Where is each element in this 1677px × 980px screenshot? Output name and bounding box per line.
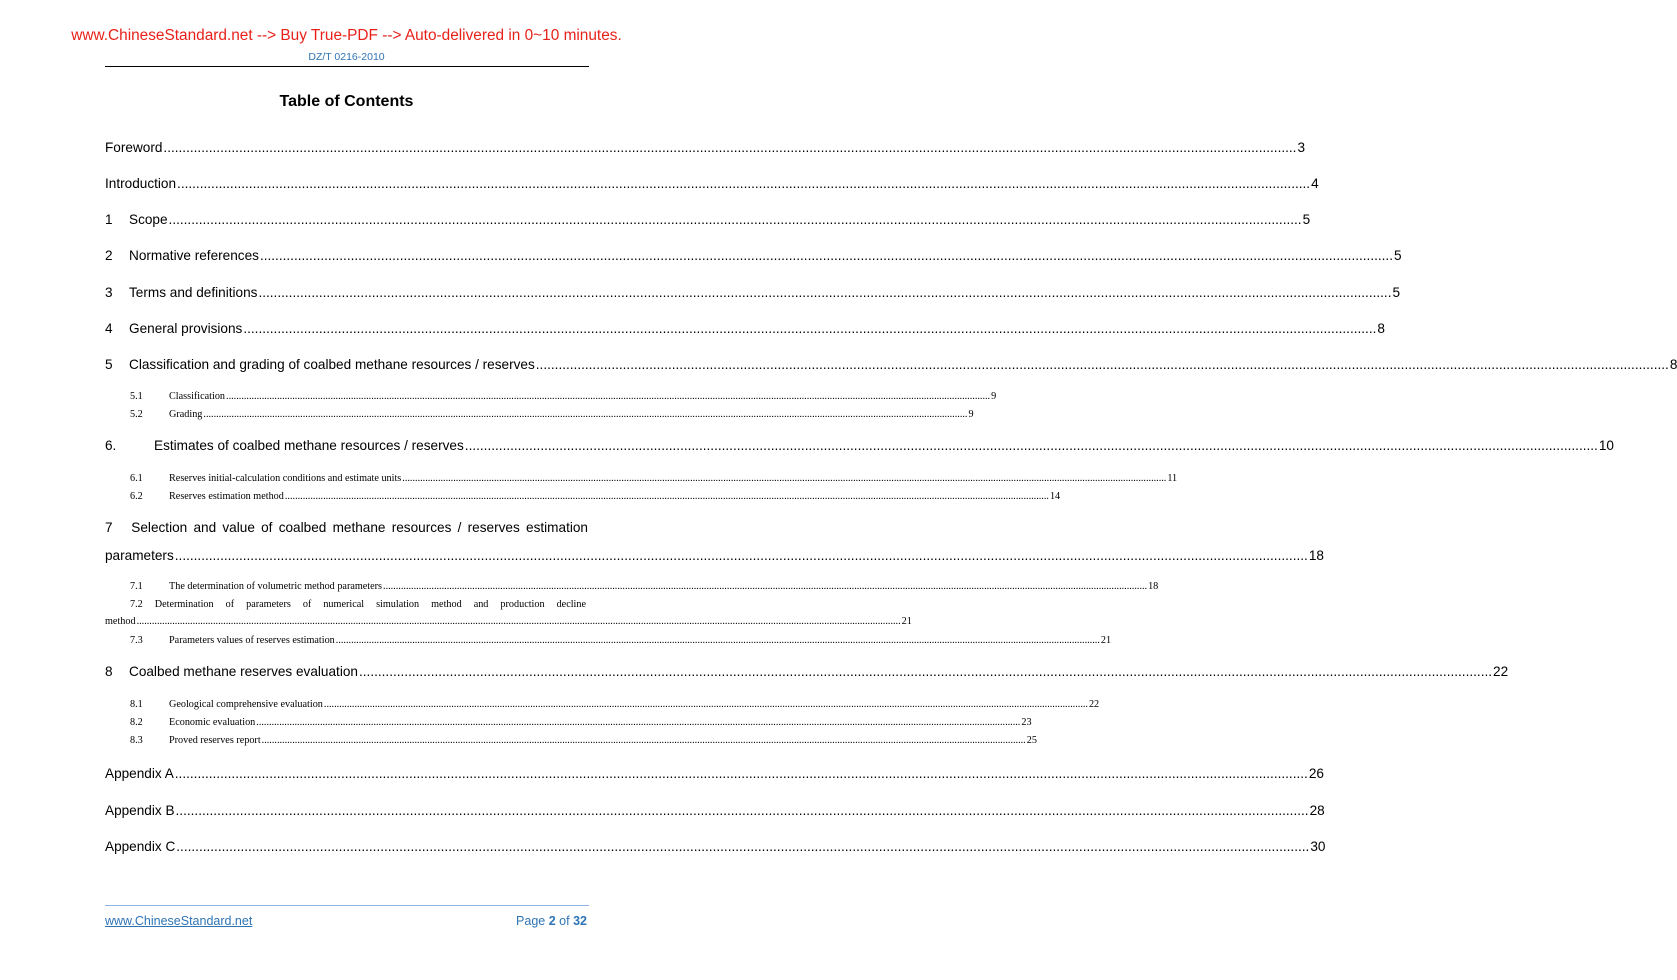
dot-leader: ............................................................................................................................................................................................................................................................................................................ xyxy=(226,391,991,402)
toc-entry-general-provisions[interactable] xyxy=(105,321,1385,336)
toc-entry-page: 9 xyxy=(968,409,974,420)
toc-entry-page: 5 xyxy=(1392,285,1401,300)
dot-leader: ............................................................................................................................................................................................................................................................................................................ xyxy=(174,766,1308,781)
toc-subentry-economic[interactable] xyxy=(130,717,1032,728)
toc-entry-number: 6.1 xyxy=(130,473,143,484)
dot-leader: ............................................................................................................................................................................................................................................................................................................ xyxy=(258,285,1392,300)
toc-entry-label: Normative references xyxy=(129,248,259,263)
toc-entry-label: Estimates of coalbed methane resources / reserves xyxy=(154,438,464,453)
toc-entry-label: The determination of volumetric method parameters xyxy=(169,581,383,592)
toc-entry-appendix-c[interactable] xyxy=(105,839,1326,854)
toc-entry-number: 7 xyxy=(105,520,113,535)
toc-entry-number: 1 xyxy=(105,212,113,227)
toc-entry-label: Parameters values of reserves estimation xyxy=(169,635,335,646)
dot-leader: ............................................................................................................................................................................................................................................................................................................ xyxy=(243,321,1377,336)
dot-leader: ............................................................................................................................................................................................................................................................................................................ xyxy=(535,357,1669,372)
toc-entry-label: Classification xyxy=(169,391,226,402)
toc-entry-page: 5 xyxy=(1394,248,1402,263)
toc-entry-label: Introduction xyxy=(105,176,177,191)
toc-entry-classification-grading[interactable] xyxy=(105,357,1677,372)
dot-leader: ............................................................................................................................................................................................................................................................................................................ xyxy=(168,212,1302,227)
dot-leader: ............................................................................................................................................................................................................................................................................................................ xyxy=(174,548,1308,563)
dot-leader: ............................................................................................................................................................................................................................................................................................................ xyxy=(177,176,1311,191)
toc-entry-page: 3 xyxy=(1297,140,1306,155)
toc-entry-label: Economic evaluation xyxy=(169,717,256,728)
toc-entry-appendix-a[interactable] xyxy=(105,766,1324,781)
header-rule xyxy=(105,66,589,67)
toc-entry-page: 23 xyxy=(1021,717,1032,728)
toc-entry-page: 8 xyxy=(1377,321,1385,336)
toc-entry-label: Reserves initial-calculation conditions and estimate units xyxy=(169,473,402,484)
toc-entry-page: 25 xyxy=(1026,735,1037,746)
toc-entry-page: 30 xyxy=(1310,839,1326,854)
toc-entry-number: 8.2 xyxy=(130,717,143,728)
toc-entry-label: Terms and definitions xyxy=(129,285,258,300)
toc-entry-label: Classification and grading of coalbed methane resources / reserves xyxy=(129,357,535,372)
dot-leader: ............................................................................................................................................................................................................................................................................................................ xyxy=(176,839,1310,854)
toc-title: Table of Contents xyxy=(279,93,414,110)
dot-leader: ............................................................................................................................................................................................................................................................................................................ xyxy=(203,409,968,420)
toc-entry-number: 2 xyxy=(105,248,113,263)
dot-leader: ............................................................................................................................................................................................................................................................................................................ xyxy=(136,616,901,627)
toc-subentry-parameter-values[interactable] xyxy=(130,635,1112,646)
toc-entry-label: Coalbed methane reserves evaluation xyxy=(129,664,358,679)
toc-entry-number: 7.1 xyxy=(130,581,143,592)
document-code: DZ/T 0216-2010 xyxy=(308,51,385,63)
toc-entry-number: 5.1 xyxy=(130,391,143,402)
toc-subentry-proved-report[interactable] xyxy=(130,735,1037,746)
dot-leader: ............................................................................................................................................................................................................................................................................................................ xyxy=(383,581,1148,592)
page-prefix: Page xyxy=(516,914,546,928)
toc-entry-label: Appendix A xyxy=(105,766,174,781)
dot-leader: ............................................................................................................................................................................................................................................................................................................ xyxy=(175,803,1309,818)
toc-entry-page: 18 xyxy=(1308,548,1324,563)
toc-entry-selection-line2[interactable] xyxy=(105,548,1324,563)
dot-leader: ............................................................................................................................................................................................................................................................................................................ xyxy=(358,664,1493,679)
toc-entry-number: 4 xyxy=(105,321,113,336)
toc-entry-page: 22 xyxy=(1088,699,1100,710)
page-of: of xyxy=(559,914,570,928)
toc-entry-label: Selection and value of coalbed methane resources / reserves estimation xyxy=(131,520,588,535)
total-pages: 32 xyxy=(573,914,587,928)
dot-leader: ............................................................................................................................................................................................................................................................................................................ xyxy=(335,635,1100,646)
footer-site-link[interactable]: www.ChineseStandard.net xyxy=(105,914,253,928)
toc-entry-normative-references[interactable] xyxy=(105,248,1402,263)
dot-leader: ............................................................................................................................................................................................................................................................................................................ xyxy=(163,140,1297,155)
toc-entry-page: 21 xyxy=(1100,635,1112,646)
toc-entry-label: General provisions xyxy=(129,321,243,336)
toc-subentry-estimation-method[interactable] xyxy=(130,491,1061,502)
toc-entry-introduction[interactable] xyxy=(105,176,1319,191)
page-indicator xyxy=(516,914,587,928)
current-page: 2 xyxy=(548,914,556,928)
toc-subentry-numerical-line2[interactable] xyxy=(105,616,912,627)
toc-entry-number: 5 xyxy=(105,357,113,372)
toc-entry-page: 5 xyxy=(1302,212,1311,227)
toc-entry-number: 3 xyxy=(105,285,113,300)
toc-entry-appendix-b[interactable] xyxy=(105,803,1325,818)
toc-entry-label: Scope xyxy=(129,212,168,227)
toc-entry-page: 8 xyxy=(1669,357,1677,372)
toc-entry-label: Grading xyxy=(169,409,203,420)
toc-entry-number: 6. xyxy=(105,438,117,453)
toc-entry-foreword[interactable] xyxy=(105,140,1306,155)
dot-leader: ............................................................................................................................................................................................................................................................................................................ xyxy=(284,491,1049,502)
toc-subentry-numerical-line1[interactable]: 7.2 Determination of parameters of numerical simulation method and production decline xyxy=(130,599,586,610)
dot-leader: ............................................................................................................................................................................................................................................................................................................ xyxy=(261,735,1026,746)
toc-entry-selection-line1[interactable] xyxy=(105,520,588,535)
toc-entry-label: Foreword xyxy=(105,140,163,155)
toc-entry-label: parameters xyxy=(105,548,174,563)
toc-entry-reserves-evaluation[interactable] xyxy=(105,664,1509,679)
toc-entry-page: 22 xyxy=(1493,664,1509,679)
toc-entry-page: 26 xyxy=(1308,766,1324,781)
toc-entry-page: 14 xyxy=(1049,491,1061,502)
toc-entry-number: 7.3 xyxy=(130,635,143,646)
footer-rule xyxy=(105,905,589,906)
toc-entry-page: 21 xyxy=(901,616,912,627)
toc-entry-number: 5.2 xyxy=(130,409,143,420)
toc-subentry-volumetric[interactable] xyxy=(130,581,1159,592)
toc-subentry-classification[interactable] xyxy=(130,391,997,402)
dot-leader: ............................................................................................................................................................................................................................................................................................................ xyxy=(402,473,1167,484)
toc-subentry-initial-calculation[interactable] xyxy=(130,473,1178,484)
toc-entry-label: Appendix B xyxy=(105,803,175,818)
toc-entry-number: 8.3 xyxy=(130,735,143,746)
toc-entry-number: 8.1 xyxy=(130,699,143,710)
dot-leader: ............................................................................................................................................................................................................................................................................................................ xyxy=(256,717,1021,728)
toc-entry-label: method xyxy=(105,616,136,627)
toc-subentry-geological[interactable] xyxy=(130,699,1100,710)
toc-subentry-grading[interactable] xyxy=(130,409,974,420)
toc-entry-terms-definitions[interactable] xyxy=(105,285,1401,300)
toc-entry-number: 6.2 xyxy=(130,491,143,502)
toc-entry-page: 10 xyxy=(1598,438,1614,453)
dot-leader: ............................................................................................................................................................................................................................................................................................................ xyxy=(323,699,1088,710)
toc-entry-page: 4 xyxy=(1311,176,1319,191)
toc-entry-label: Appendix C xyxy=(105,839,176,854)
toc-entry-page: 11 xyxy=(1167,473,1178,484)
toc-entry-page: 18 xyxy=(1148,581,1159,592)
top-banner[interactable]: www.ChineseStandard.net --> Buy True-PDF --> Auto-delivered in 0~10 minutes. xyxy=(71,27,622,44)
toc-entry-label: Proved reserves report xyxy=(169,735,261,746)
toc-entry-page: 28 xyxy=(1309,803,1325,818)
toc-entry-scope[interactable] xyxy=(105,212,1311,227)
dot-leader: ............................................................................................................................................................................................................................................................................................................ xyxy=(259,248,1393,263)
toc-entry-page: 9 xyxy=(991,391,997,402)
toc-entry-estimates[interactable] xyxy=(105,438,1614,453)
toc-entry-label: Reserves estimation method xyxy=(169,491,284,502)
toc-entry-label: Geological comprehensive evaluation xyxy=(169,699,323,710)
dot-leader: ............................................................................................................................................................................................................................................................................................................ xyxy=(464,438,1598,453)
toc-entry-number: 8 xyxy=(105,664,113,679)
